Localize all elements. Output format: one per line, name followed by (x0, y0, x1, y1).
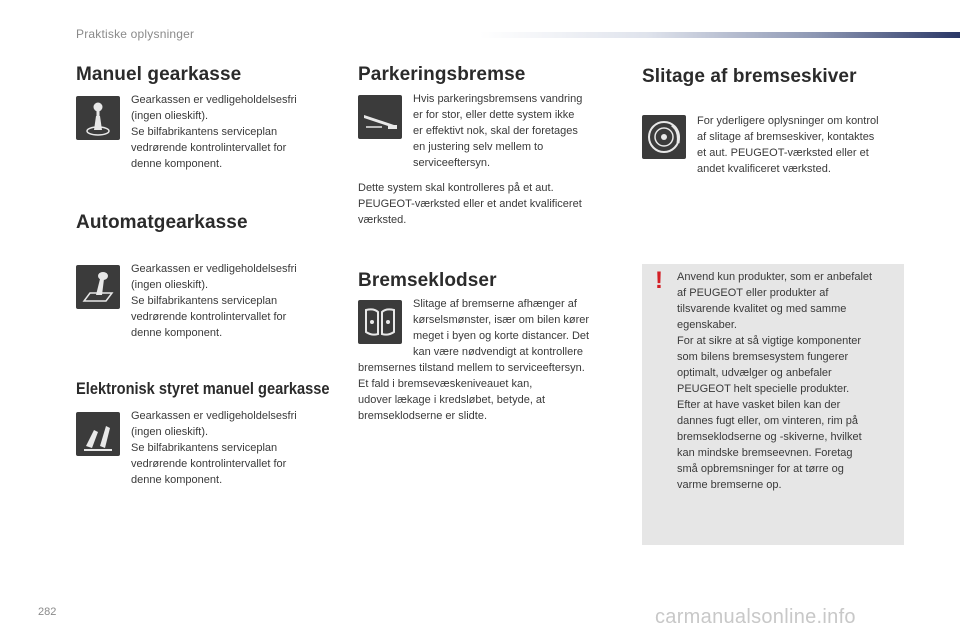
brake-disc-icon (642, 115, 686, 159)
warning-text: Anvend kun produkter, som er anbefalet af PEUGEOT eller produkter af tilsvarende kvalitet og med samme egenskaber. For at sikre at så vigtige komponenter som bilens bremsesystem fungerer optimalt, udvælger og anbefaler PEUGEOT helt specielle produkter. Efter at have vasket bilen kan der dannes fugt eller, om vinteren, rim på bremseklodserne og -skiverne, hvilket kan mindske bremseevnen. Foretag små opbremsninger for at tørre og varme bremserne op. (677, 271, 873, 491)
automatic-selector-icon (76, 265, 120, 309)
brake-pads-text: Slitage af bremserne afhænger af kørselsmønster, især om bilen kører meget i byen og korte distancer. Det kan være nødvendigt at kontrollere (413, 298, 590, 358)
automatic-gearbox-title: Automatgearkasse (76, 212, 248, 233)
brake-pads-extra: bremsernes tilstand mellem to serviceeftersyn. Et fald i bremsevæskeniveauet kan, udover lækage i kredsløbet, betyde, at bremseklodserne er slidte. (358, 362, 585, 422)
page-number: 282 (38, 606, 57, 618)
parking-brake-extra: Dette system skal kontrolleres på et aut. PEUGEOT-værksted eller et andet kvalificeret værksted. (358, 182, 582, 226)
parking-brake-icon (358, 95, 402, 139)
manual-gearbox-text: Gearkassen er vedligeholdelsesfri (ingen olieskift). Se bilfabrikantens serviceplan vedrørende kontrolintervallet for denne komponent. (131, 94, 297, 170)
warning-icon: ! (655, 267, 663, 294)
header-bar (480, 32, 960, 38)
electronic-gearbox-text: Gearkassen er vedligeholdelsesfri (ingen olieskift). Se bilfabrikantens serviceplan vedrørende kontrolintervallet for denne komponent. (131, 410, 297, 486)
section-header: Praktiske oplysninger (76, 27, 195, 41)
brake-pads-icon (358, 300, 402, 344)
automatic-gearbox-text: Gearkassen er vedligeholdelsesfri (ingen olieskift). Se bilfabrikantens serviceplan vedrørende kontrolintervallet for denne komponent. (131, 263, 297, 339)
brake-disc-text: For yderligere oplysninger om kontrol af slitage af bremseskiver, kontaktes et aut. PEUGEOT-værksted eller et andet kvalificeret værksted. (697, 115, 879, 175)
gear-lever-icon (76, 96, 120, 140)
parking-brake-title: Parkeringsbremse (358, 64, 526, 85)
watermark: carmanualsonline.info (655, 606, 856, 628)
brake-pads-title: Bremseklodser (358, 270, 497, 291)
parking-brake-text: Hvis parkeringsbremsens vandring er for stor, eller dette system ikke er effektivt nok, skal der foretages en justering selv mellem to serviceeftersyn. (413, 93, 583, 169)
pedal-gearbox-icon (76, 412, 120, 456)
electronic-gearbox-title: Elektronisk styret manuel gearkasse (76, 379, 330, 398)
brake-disc-title: Slitage af bremseskiver (642, 66, 857, 87)
manual-gearbox-title: Manuel gearkasse (76, 64, 242, 85)
